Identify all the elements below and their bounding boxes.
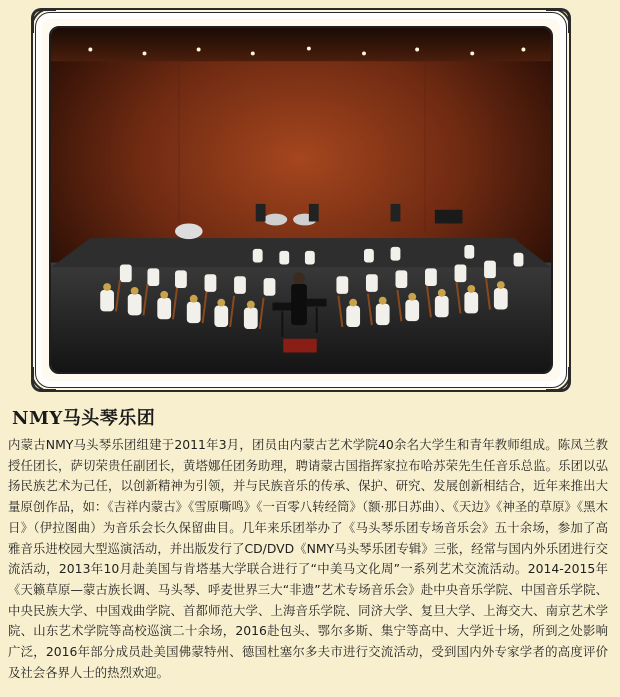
section-title: NMY马头琴乐团 — [12, 408, 156, 429]
stage-riser — [51, 238, 551, 267]
photo-frame — [36, 13, 566, 387]
ceiling — [51, 28, 551, 61]
section-body — [8, 435, 608, 683]
body-paragraph: 内蒙古NMY马头琴乐团组建于2011年3月，团员由内蒙古艺术学院40余名大学生和青年教师组成。陈凤兰教授任团长，萨切荣贵任副团长，黄塔娜任团务助理，聘请蒙古国指挥家拉布哈苏荣先生任音乐总监。乐团以弘扬民族艺术为己任，以创新精神为引领，并与民族音乐的传承、保护、研究、发展创新相结合，近年来推出大量原创作品，如：《吉祥内蒙古》《雪原嘶鸣》《一百零八转经筒》（额·那日苏曲）、《天边》《神圣的草原》《黑木日》（伊拉图曲）为音乐会长久保留曲目。几年来乐团举办了《马头琴乐团专场音乐会》五十余场，参加了高雅音乐进校园大型巡演活动，并出版发行了CD/DVD《NMY马头琴乐团专辑》三张，经常与国内外乐团进行交流活动，2013年10月赴美国与肯塔基大学联合进行了“中美马文化周”一系列艺术交流活动。2014-2015年《天籁草原—蒙古族长调、马头琴、呼麦世界三大“非遗”艺术专场音乐会》赴中央音乐学院、中国音乐学院、中央民族大学、中国戏曲学院、首都师范大学、上海音乐学院、同济大学、复旦大学、上海交大、南京艺术学院、山东艺术学院等高校巡演二十余场，2016赴包头、鄂尔多斯、集宁等高中、大学近十场，所到之处影响广泛，2016年部分成员赴美国佛蒙特州、德国杜塞尔多夫市进行交流活动，受到国内外专家学者的高度评价及社会各界人士的热烈欢迎。 — [8, 437, 608, 680]
orchestra-concert-photo — [51, 28, 551, 372]
photo-container — [49, 26, 553, 374]
